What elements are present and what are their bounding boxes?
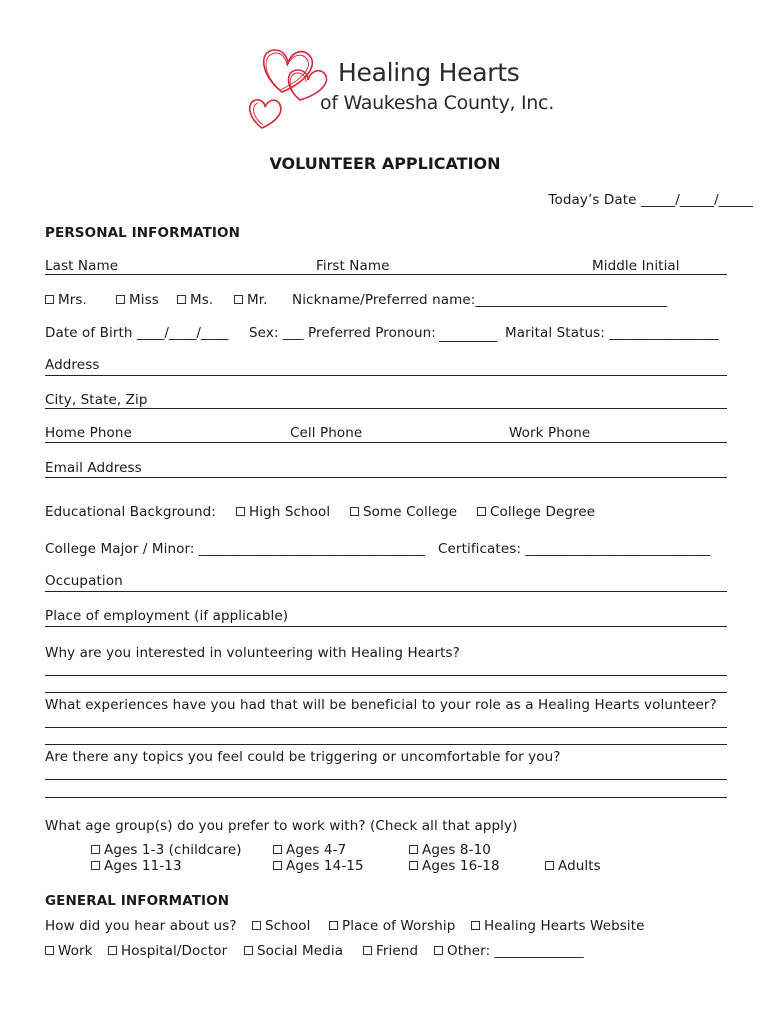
email-label: Email Address: [45, 460, 142, 476]
dob-field[interactable]: Date of Birth ____/____/____: [45, 325, 229, 341]
email-line[interactable]: [45, 477, 727, 478]
age-option-label: Ages 4-7: [286, 842, 347, 858]
logo-line2: of Waukesha County, Inc.: [320, 92, 554, 114]
sex-field[interactable]: Sex: ___: [249, 325, 304, 341]
page-title: VOLUNTEER APPLICATION: [269, 154, 501, 173]
nickname-field[interactable]: Nickname/Preferred name:____________________________: [292, 292, 668, 308]
hear-option-label: Friend: [376, 943, 419, 959]
hearts-logo-icon: [240, 40, 340, 140]
middle-initial-label: Middle Initial: [592, 258, 680, 274]
checkbox-icon: [91, 861, 100, 870]
checkbox-icon: [329, 921, 338, 930]
checkbox-icon: [177, 295, 186, 304]
age-option-label: Ages 1-3 (childcare): [104, 842, 242, 858]
checkbox-icon: [273, 845, 282, 854]
hear-option-label: Healing Hearts Website: [484, 918, 645, 934]
answer-line[interactable]: [45, 675, 727, 676]
logo: [240, 40, 554, 140]
age-option-14-15[interactable]: [273, 858, 364, 874]
age-option-label: Ages 8-10: [422, 842, 491, 858]
city-state-zip-label: City, State, Zip: [45, 392, 148, 408]
age-option-adults[interactable]: [545, 858, 601, 874]
checkbox-icon: [477, 507, 486, 516]
checkbox-icon: [409, 861, 418, 870]
title-option-label: Mrs.: [58, 292, 87, 308]
age-option-4-7[interactable]: [273, 842, 346, 858]
edu-option-label: Some College: [363, 504, 458, 520]
checkbox-icon: [273, 861, 282, 870]
certificates-field[interactable]: Certificates: ___________________________: [438, 541, 711, 557]
checkbox-icon: [545, 861, 554, 870]
hear-label: How did you hear about us?: [45, 918, 237, 934]
checkbox-icon: [471, 921, 480, 930]
hear-option-label: School: [265, 918, 311, 934]
general-info-heading: GENERAL INFORMATION: [45, 893, 230, 909]
age-option-16-18[interactable]: [409, 858, 500, 874]
edu-option-high-school[interactable]: [236, 504, 330, 520]
hear-option-other-label: Other: _____________: [447, 943, 584, 959]
checkbox-icon: [363, 946, 372, 955]
answer-line[interactable]: [45, 727, 727, 728]
age-option-1-3[interactable]: [91, 842, 242, 858]
answer-line[interactable]: [45, 744, 727, 745]
edu-option-college-degree[interactable]: [477, 504, 595, 520]
title-option-ms[interactable]: [177, 292, 213, 308]
title-option-label: Mr.: [247, 292, 268, 308]
age-option-label: Ages 11-13: [104, 858, 182, 874]
checkbox-icon: [116, 295, 125, 304]
last-name-label: Last Name: [45, 258, 119, 274]
employment-label: Place of employment (if applicable): [45, 608, 289, 624]
home-phone-label: Home Phone: [45, 425, 132, 441]
hear-option-worship[interactable]: [329, 918, 455, 934]
hear-option-friend[interactable]: [363, 943, 418, 959]
address-label: Address: [45, 357, 100, 373]
checkbox-icon: [244, 946, 253, 955]
name-line[interactable]: [45, 274, 727, 275]
answer-line[interactable]: [45, 797, 727, 798]
age-option-label: Adults: [558, 858, 601, 874]
hear-option-label: Social Media: [257, 943, 344, 959]
edu-option-some-college[interactable]: [350, 504, 457, 520]
hear-option-social-media[interactable]: [244, 943, 343, 959]
age-option-label: Ages 16-18: [422, 858, 500, 874]
edu-option-label: High School: [249, 504, 331, 520]
age-option-label: Ages 14-15: [286, 858, 364, 874]
todays-date-field[interactable]: Today’s Date _____/_____/_____: [548, 192, 753, 208]
checkbox-icon: [91, 845, 100, 854]
title-option-label: Miss: [129, 292, 159, 308]
edu-label: Educational Background:: [45, 504, 216, 520]
occupation-label: Occupation: [45, 573, 123, 589]
hear-option-label: Work: [58, 943, 93, 959]
age-option-11-13[interactable]: [91, 858, 182, 874]
question-triggering: Are there any topics you feel could be triggering or uncomfortable for you?: [45, 749, 561, 765]
hear-option-school[interactable]: [252, 918, 310, 934]
employment-line[interactable]: [45, 626, 727, 627]
hear-option-website[interactable]: [471, 918, 645, 934]
marital-status-field[interactable]: Marital Status: ________________: [505, 325, 719, 341]
work-phone-label: Work Phone: [509, 425, 591, 441]
checkbox-icon: [350, 507, 359, 516]
age-option-8-10[interactable]: [409, 842, 491, 858]
edu-option-label: College Degree: [490, 504, 596, 520]
question-interest: Why are you interested in volunteering with Healing Hearts?: [45, 645, 460, 661]
checkbox-icon: [45, 295, 54, 304]
checkbox-icon: [234, 295, 243, 304]
hear-option-hospital[interactable]: [108, 943, 227, 959]
answer-line[interactable]: [45, 779, 727, 780]
phone-line[interactable]: [45, 442, 727, 443]
hear-option-label: Place of Worship: [342, 918, 456, 934]
checkbox-icon: [252, 921, 261, 930]
major-field[interactable]: College Major / Minor: _________________________________: [45, 541, 425, 557]
pronoun-line[interactable]: [439, 341, 497, 342]
checkbox-icon: [45, 946, 54, 955]
pronoun-label: Preferred Pronoun:: [308, 325, 436, 341]
personal-info-heading: PERSONAL INFORMATION: [45, 225, 241, 241]
title-option-mrs[interactable]: [45, 292, 87, 308]
occupation-line[interactable]: [45, 591, 727, 592]
checkbox-icon: [236, 507, 245, 516]
answer-line[interactable]: [45, 692, 727, 693]
city-state-zip-line[interactable]: [45, 408, 727, 409]
title-option-miss[interactable]: [116, 292, 159, 308]
checkbox-icon: [409, 845, 418, 854]
title-option-label: Ms.: [190, 292, 214, 308]
logo-line1: Healing Hearts: [338, 58, 520, 87]
question-experience: What experiences have you had that will be beneficial to your role as a Healing Hearts volunteer?: [45, 697, 717, 713]
title-option-mr[interactable]: [234, 292, 268, 308]
hear-option-other[interactable]: [434, 943, 584, 959]
hear-option-label: Hospital/Doctor: [121, 943, 228, 959]
question-age: What age group(s) do you prefer to work with? (Check all that apply): [45, 818, 518, 834]
hear-option-work[interactable]: [45, 943, 93, 959]
checkbox-icon: [108, 946, 117, 955]
first-name-label: First Name: [316, 258, 390, 274]
checkbox-icon: [434, 946, 443, 955]
cell-phone-label: Cell Phone: [290, 425, 363, 441]
address-line[interactable]: [45, 375, 727, 376]
